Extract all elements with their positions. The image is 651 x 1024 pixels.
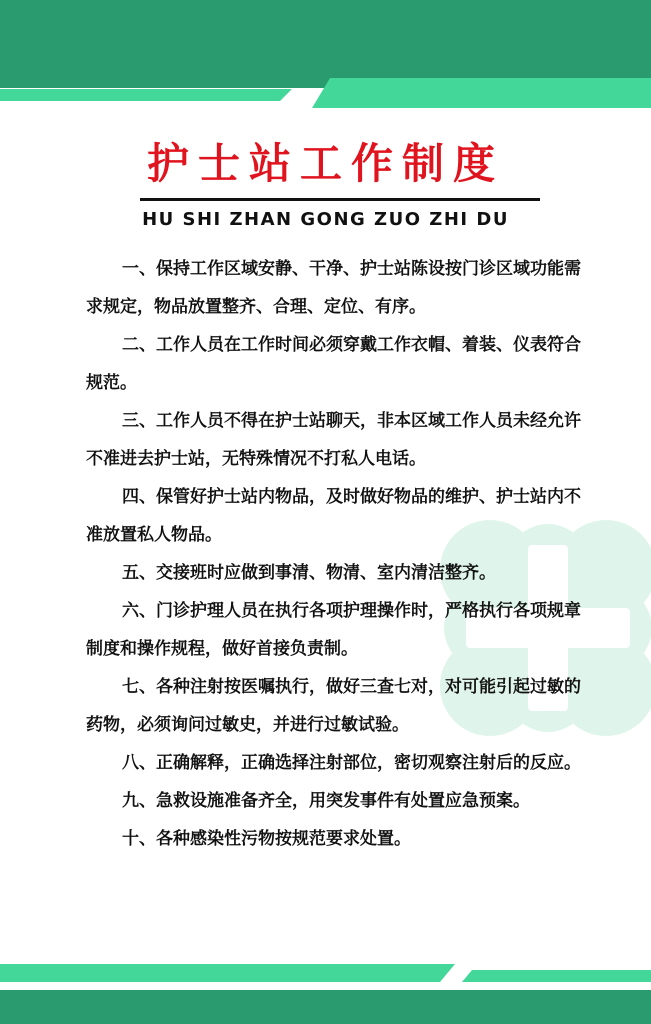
rule-item: 四、保管好护士站内物品，及时做好物品的维护、护士站内不准放置私人物品。 <box>86 487 581 545</box>
bottom-band-light-left <box>0 964 455 982</box>
rule-item: 八、正确解释，正确选择注射部位，密切观察注射后的反应。 <box>122 753 581 773</box>
page-subtitle: HU SHI ZHAN GONG ZUO ZHI DU <box>142 209 509 230</box>
rule-item: 七、各种注射按医嘱执行，做好三查七对，对可能引起过敏的药物，必须询问过敏史，并进行过敏试验。 <box>86 677 581 735</box>
top-band-light-right <box>312 78 651 108</box>
rule-item: 十、各种感染性污物按规范要求处置。 <box>122 829 411 849</box>
page-title: 护士站工作制度 <box>146 139 504 188</box>
rule-item: 一、保持工作区域安静、干净、护士站陈设按门诊区域功能需求规定，物品放置整齐、合理、定位、有序。 <box>86 259 581 317</box>
rules-list <box>86 250 594 858</box>
rule-item: 二、工作人员在工作时间必须穿戴工作衣帽、着装、仪表符合规范。 <box>86 335 581 393</box>
top-band-dark <box>0 0 651 88</box>
bottom-band-dark <box>0 990 651 1024</box>
rule-item: 九、急救设施准备齐全，用突发事件有处置应急预案。 <box>122 791 530 811</box>
rule-item: 三、工作人员不得在护士站聊天，非本区域工作人员未经允许不准进去护士站，无特殊情况不打私人电话。 <box>86 411 581 469</box>
bottom-band-light-right <box>462 970 651 982</box>
rule-item: 六、门诊护理人员在执行各项护理操作时，严格执行各项规章制度和操作规程，做好首接负责制。 <box>86 601 581 659</box>
rule-item: 五、交接班时应做到事清、物清、室内清洁整齐。 <box>122 563 496 583</box>
top-band-light-stripe <box>0 89 292 101</box>
title-underline <box>140 198 540 201</box>
